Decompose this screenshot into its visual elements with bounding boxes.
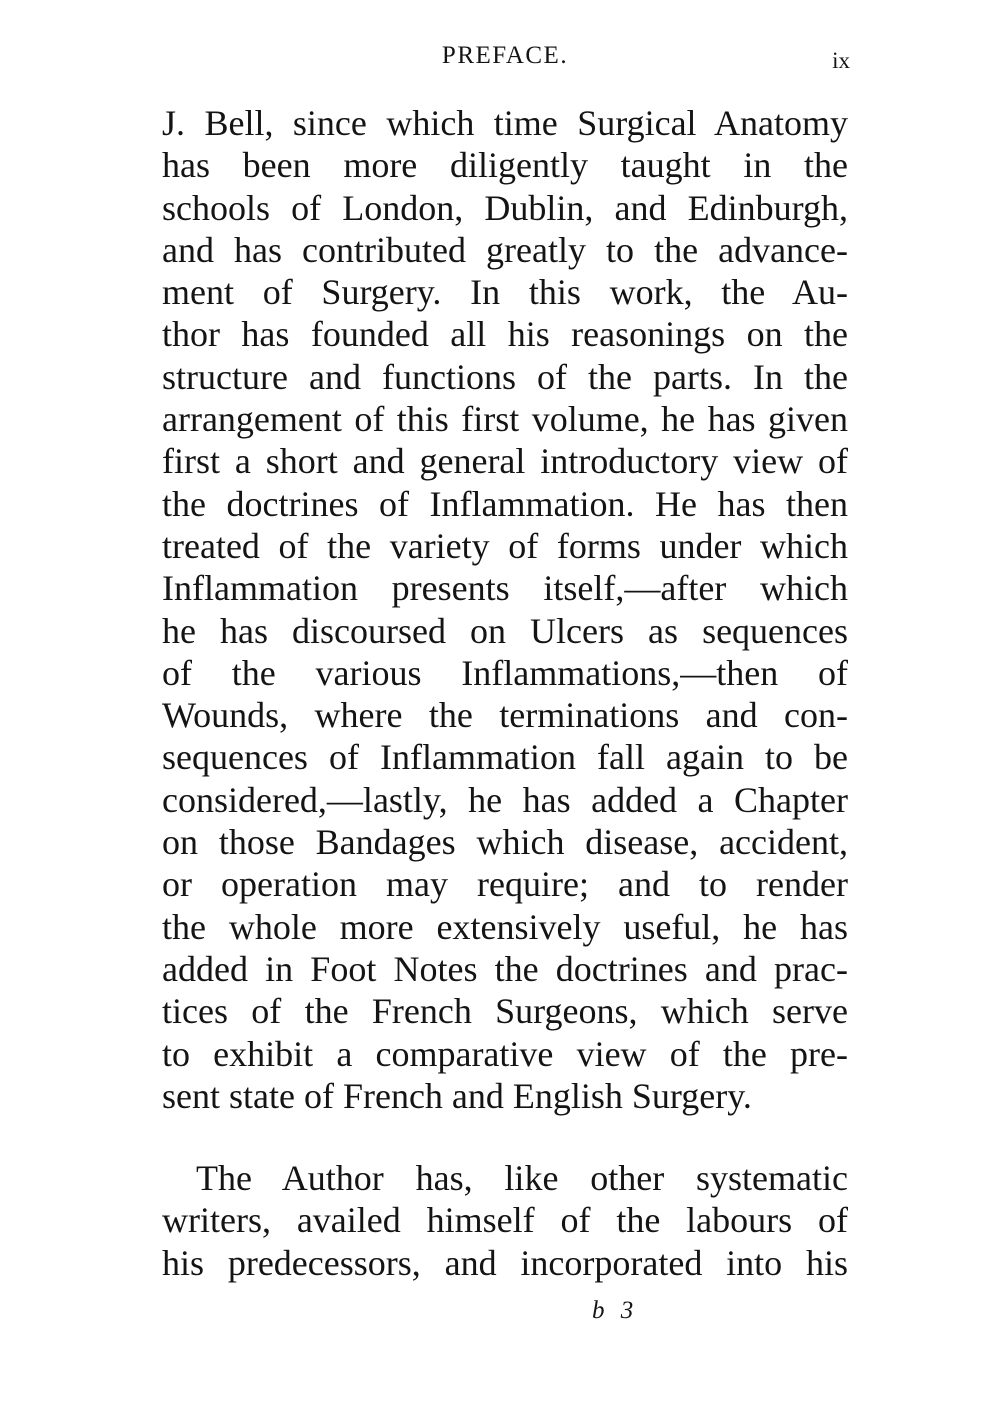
text-line: treated of the variety of forms under which	[162, 525, 848, 566]
text-line: thor has founded all his reasonings on the	[162, 314, 848, 355]
text-line: on those Bandages which disease, accident,	[162, 822, 848, 863]
body-text	[162, 102, 848, 1284]
text-line: has been more diligently taught in the	[162, 145, 848, 186]
text-line: sent state of French and English Surgery.	[162, 1075, 752, 1116]
text-line: he has discoursed on Ulcers as sequences	[162, 610, 848, 651]
text-line: structure and functions of the parts. In the	[162, 356, 848, 397]
text-line: the doctrines of Inflammation. He has then	[162, 483, 848, 524]
signature-mark: b 3	[592, 1297, 639, 1324]
text-line: the whole more extensively useful, he has	[162, 906, 848, 947]
text-line: sequences of Inflammation fall again to be	[162, 737, 848, 778]
text-line: J. Bell, since which time Surgical Anatomy	[162, 103, 848, 143]
text-line: Inflammation presents itself,—after which	[162, 568, 848, 609]
text-line: arrangement of this first volume, he has given	[162, 399, 848, 440]
text-line: schools of London, Dublin, and Edinburgh,	[162, 187, 848, 228]
running-title: PREFACE.	[441, 42, 569, 69]
text-line: considered,—lastly, he has added a Chapter	[162, 779, 848, 820]
text-line: his predecessors, and incorporated into his	[162, 1242, 848, 1283]
text-line: first a short and general introductory view of	[162, 441, 848, 482]
text-line: of the various Inflammations,—then of	[162, 652, 848, 693]
text-line: and has contributed greatly to the advance-	[162, 229, 848, 270]
text-line: writers, availed himself of the labours of	[162, 1200, 848, 1241]
text-line: The Author has, like other systematic	[196, 1158, 848, 1199]
text-line: ment of Surgery. In this work, the Au-	[162, 272, 848, 313]
paragraph-2	[162, 1157, 848, 1284]
text-line: added in Foot Notes the doctrines and prac-	[162, 948, 848, 989]
text-line: Wounds, where the terminations and con-	[162, 695, 848, 736]
text-line: to exhibit a comparative view of the pre-	[162, 1033, 848, 1074]
text-line: tices of the French Surgeons, which serve	[162, 991, 848, 1032]
paragraph-1	[162, 102, 848, 1117]
running-head	[160, 38, 850, 78]
paragraph-gap	[162, 1117, 848, 1157]
page-number: ix	[832, 48, 850, 73]
text-line: or operation may require; and to render	[162, 864, 848, 905]
